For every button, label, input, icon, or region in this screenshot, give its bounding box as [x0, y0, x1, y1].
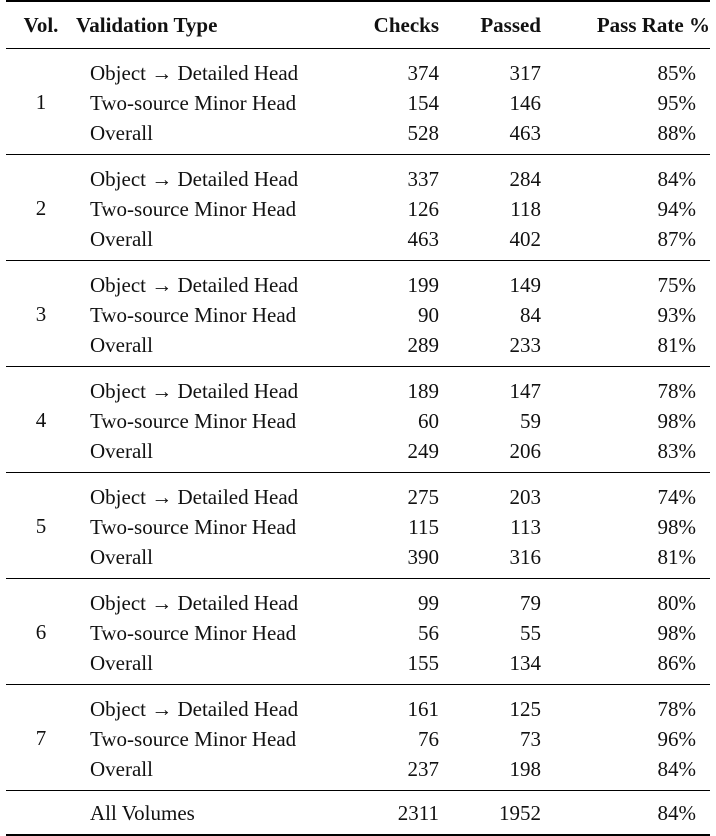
- pass-rate-cell: 81%: [657, 545, 696, 569]
- table-row: [6, 49, 710, 89]
- total-row-group: [6, 791, 710, 836]
- validation-type-cell: Two-source Minor Head: [90, 409, 297, 433]
- header-vol: Vol.: [6, 1, 76, 49]
- volume-group: [6, 155, 710, 261]
- volume-number: 3: [35, 301, 47, 326]
- passed-cell: 55: [520, 621, 541, 645]
- validation-type-cell: Overall: [90, 227, 153, 251]
- total-row: [6, 791, 710, 836]
- header-row: [6, 1, 710, 49]
- checks-cell: 237: [407, 757, 439, 781]
- volume-group: [6, 579, 710, 685]
- validation-type-cell: Two-source Minor Head: [90, 727, 297, 751]
- table-row: [6, 118, 710, 155]
- volume-number: 4: [35, 407, 47, 432]
- pass-rate-cell: 98%: [657, 621, 696, 645]
- table-row: [6, 473, 710, 513]
- passed-cell: 134: [509, 651, 541, 675]
- validation-type-cell: Overall: [90, 545, 153, 569]
- passed-cell: 79: [520, 591, 541, 615]
- validation-type-cell: Object → Detailed Head: [90, 61, 299, 85]
- validation-type-cell: Two-source Minor Head: [90, 197, 297, 221]
- checks-cell: 90: [418, 303, 439, 327]
- pass-rate-cell: 86%: [657, 651, 696, 675]
- table-row: [6, 406, 710, 436]
- validation-type-cell: Object → Detailed Head: [90, 379, 299, 403]
- pass-rate-cell: 78%: [657, 379, 696, 403]
- pass-rate-cell: 74%: [657, 485, 696, 509]
- table-header: [6, 1, 710, 49]
- passed-cell: 147: [509, 379, 541, 403]
- validation-type-cell: Object → Detailed Head: [90, 485, 299, 509]
- validation-type-cell: Object → Detailed Head: [90, 591, 299, 615]
- table-row: [6, 155, 710, 195]
- pass-rate-cell: 87%: [657, 227, 696, 251]
- validation-type-cell: Two-source Minor Head: [90, 303, 297, 327]
- pass-rate-cell: 95%: [657, 91, 696, 115]
- pass-rate-cell: 80%: [657, 591, 696, 615]
- total-vol-cell: [6, 791, 76, 836]
- checks-cell: 60: [418, 409, 439, 433]
- validation-type-cell: Object → Detailed Head: [90, 167, 299, 191]
- table-row: [6, 724, 710, 754]
- table-row: [6, 754, 710, 791]
- header-checks: Checks: [334, 1, 439, 49]
- checks-cell: 337: [407, 167, 439, 191]
- checks-cell: 154: [407, 91, 439, 115]
- volume-number: 6: [35, 619, 47, 644]
- validation-type-cell: Two-source Minor Head: [90, 91, 297, 115]
- volume-group: [6, 367, 710, 473]
- validation-type-cell: Object → Detailed Head: [90, 697, 299, 721]
- validation-type-cell: Two-source Minor Head: [90, 515, 297, 539]
- table-row: [6, 367, 710, 407]
- table-row: [6, 300, 710, 330]
- pass-rate-cell: 78%: [657, 697, 696, 721]
- passed-cell: 463: [509, 121, 541, 145]
- pass-rate-cell: 81%: [657, 333, 696, 357]
- checks-cell: 56: [418, 621, 439, 645]
- total-passed: 1952: [499, 800, 541, 825]
- volume-number: 7: [35, 725, 47, 750]
- checks-cell: 528: [407, 121, 439, 145]
- passed-cell: 198: [509, 757, 541, 781]
- checks-cell: 161: [407, 697, 439, 721]
- header-passed: Passed: [439, 1, 541, 49]
- checks-cell: 463: [407, 227, 439, 251]
- checks-cell: 374: [407, 61, 439, 85]
- checks-cell: 289: [407, 333, 439, 357]
- table-row: [6, 648, 710, 685]
- volume-number: 5: [35, 513, 47, 538]
- checks-cell: 155: [407, 651, 439, 675]
- table-row: [6, 194, 710, 224]
- checks-cell: 115: [408, 515, 439, 539]
- table-row: [6, 512, 710, 542]
- pass-rate-cell: 84%: [657, 757, 696, 781]
- pass-rate-cell: 93%: [657, 303, 696, 327]
- header-pass-rate: Pass Rate %: [541, 1, 710, 49]
- table-row: [6, 542, 710, 579]
- checks-cell: 189: [407, 379, 439, 403]
- passed-cell: 84: [520, 303, 541, 327]
- checks-cell: 199: [407, 273, 439, 297]
- passed-cell: 316: [509, 545, 541, 569]
- volume-number: 1: [35, 89, 47, 114]
- header-validation-type: Validation Type: [76, 1, 334, 49]
- volume-group: [6, 261, 710, 367]
- passed-cell: 402: [509, 227, 541, 251]
- validation-type-cell: Two-source Minor Head: [90, 621, 297, 645]
- volume-group: [6, 685, 710, 791]
- validation-type-cell: Overall: [90, 757, 153, 781]
- total-label: All Volumes: [90, 800, 195, 825]
- pass-rate-cell: 96%: [657, 727, 696, 751]
- passed-cell: 146: [509, 91, 541, 115]
- passed-cell: 284: [509, 167, 541, 191]
- pass-rate-cell: 84%: [657, 167, 696, 191]
- table-row: [6, 261, 710, 301]
- pass-rate-cell: 75%: [657, 273, 696, 297]
- table-row: [6, 330, 710, 367]
- pass-rate-cell: 83%: [657, 439, 696, 463]
- validation-type-cell: Overall: [90, 333, 153, 357]
- table-row: [6, 88, 710, 118]
- checks-cell: 99: [418, 591, 439, 615]
- volume-group: [6, 49, 710, 155]
- volume-group: [6, 473, 710, 579]
- passed-cell: 233: [509, 333, 541, 357]
- passed-cell: 59: [520, 409, 541, 433]
- checks-cell: 76: [418, 727, 439, 751]
- checks-cell: 249: [407, 439, 439, 463]
- pass-rate-cell: 94%: [657, 197, 696, 221]
- validation-type-cell: Object → Detailed Head: [90, 273, 299, 297]
- pass-rate-cell: 88%: [657, 121, 696, 145]
- checks-cell: 390: [407, 545, 439, 569]
- passed-cell: 113: [510, 515, 541, 539]
- validation-type-cell: Overall: [90, 651, 153, 675]
- pass-rate-cell: 85%: [657, 61, 696, 85]
- pass-rate-cell: 98%: [657, 409, 696, 433]
- passed-cell: 206: [509, 439, 541, 463]
- table-row: [6, 618, 710, 648]
- passed-cell: 149: [509, 273, 541, 297]
- table-row: [6, 224, 710, 261]
- table-row: [6, 436, 710, 473]
- validation-results-table: [6, 0, 710, 836]
- checks-cell: 126: [407, 197, 439, 221]
- table-row: [6, 685, 710, 725]
- passed-cell: 317: [509, 61, 541, 85]
- validation-type-cell: Overall: [90, 121, 153, 145]
- passed-cell: 125: [509, 697, 541, 721]
- passed-cell: 118: [510, 197, 541, 221]
- pass-rate-cell: 98%: [657, 515, 696, 539]
- volume-number: 2: [35, 195, 47, 220]
- checks-cell: 275: [407, 485, 439, 509]
- total-pass-rate: 84%: [657, 800, 696, 825]
- table-row: [6, 579, 710, 619]
- passed-cell: 73: [520, 727, 541, 751]
- validation-type-cell: Overall: [90, 439, 153, 463]
- total-checks: 2311: [397, 800, 439, 825]
- passed-cell: 203: [509, 485, 541, 509]
